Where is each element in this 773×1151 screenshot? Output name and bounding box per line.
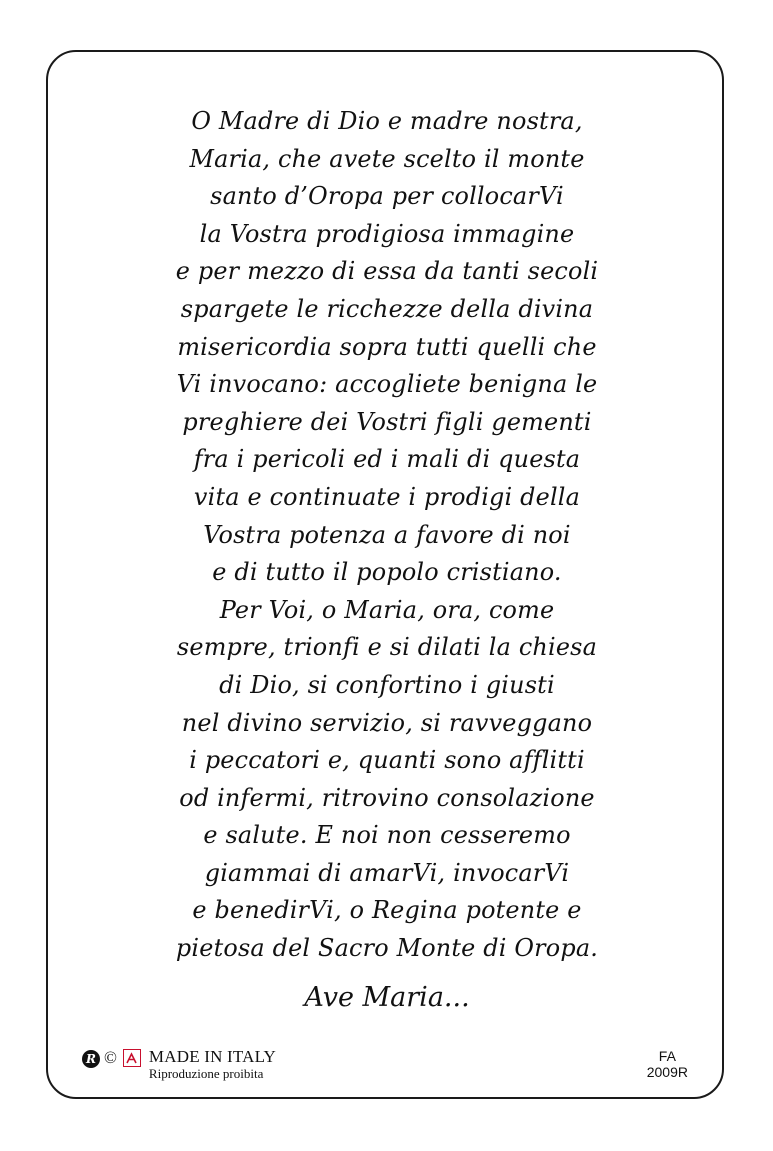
logo-mark-icon (125, 1052, 138, 1065)
prayer-line: Vi invocano: accogliete benigna le (176, 370, 598, 399)
prayer-line: misericordia sopra tutti quelli che (177, 332, 597, 361)
prayer-line: vita e continuate i prodigi della (193, 482, 581, 511)
prayer-line: i peccatori e, quanti sono afflitti (189, 746, 585, 775)
made-in-block (149, 1048, 276, 1081)
product-code-line1: FA (658, 1048, 676, 1064)
prayer-line: spargete le ricchezze della divina (180, 294, 594, 323)
prayer-line: e di tutto il popolo cristiano. (212, 558, 562, 587)
made-in-label: MADE IN ITALY (148, 1047, 276, 1066)
closing-line: Ave Maria... (304, 982, 470, 1013)
prayer-line: di Dio, si confortino i giusti (219, 670, 555, 699)
prayer-line: Per Voi, o Maria, ora, come (219, 595, 555, 624)
prayer-line: giammai di amarVi, invocarVi (204, 858, 570, 887)
prayer-line: sempre, trionfi e si dilati la chiesa (176, 633, 598, 662)
prayer-line: od infermi, ritrovino consolazione (179, 783, 595, 812)
prayer-line: e per mezzo di essa da tanti secoli (175, 257, 599, 286)
prayer-line: e benedirVi, o Regina potente e (192, 896, 582, 925)
prayer-line: pietosa del Sacro Monte di Oropa. (175, 934, 599, 963)
prayer-line: nel divino servizio, si ravveggano (181, 708, 593, 737)
prayer-line: preghiere dei Vostri figli gementi (182, 407, 592, 436)
prayer-line: e salute. E noi non cesseremo (203, 821, 571, 850)
publisher-r-icon: R (82, 1050, 100, 1068)
prayer-text (48, 103, 726, 968)
prayer-line: santo d’Oropa per collocarVi (210, 182, 564, 211)
prayer-line: O Madre di Dio e madre nostra, (191, 107, 583, 135)
product-code-line2: 2009R (646, 1064, 688, 1080)
reproduction-notice: Riproduzione proibita (148, 1066, 264, 1081)
product-code (647, 1048, 688, 1080)
copyright-icon: © (104, 1048, 117, 1067)
prayer-line: Maria, che avete scelto il monte (189, 144, 585, 173)
publisher-logo-icon (123, 1049, 141, 1067)
prayer-line: Vostra potenza a favore di noi (203, 520, 571, 549)
prayer-line: fra i pericoli ed i mali di questa (193, 445, 581, 474)
publisher-footer (82, 1048, 276, 1081)
prayer-line: la Vostra prodigiosa immagine (199, 219, 575, 248)
prayer-card (46, 50, 724, 1099)
